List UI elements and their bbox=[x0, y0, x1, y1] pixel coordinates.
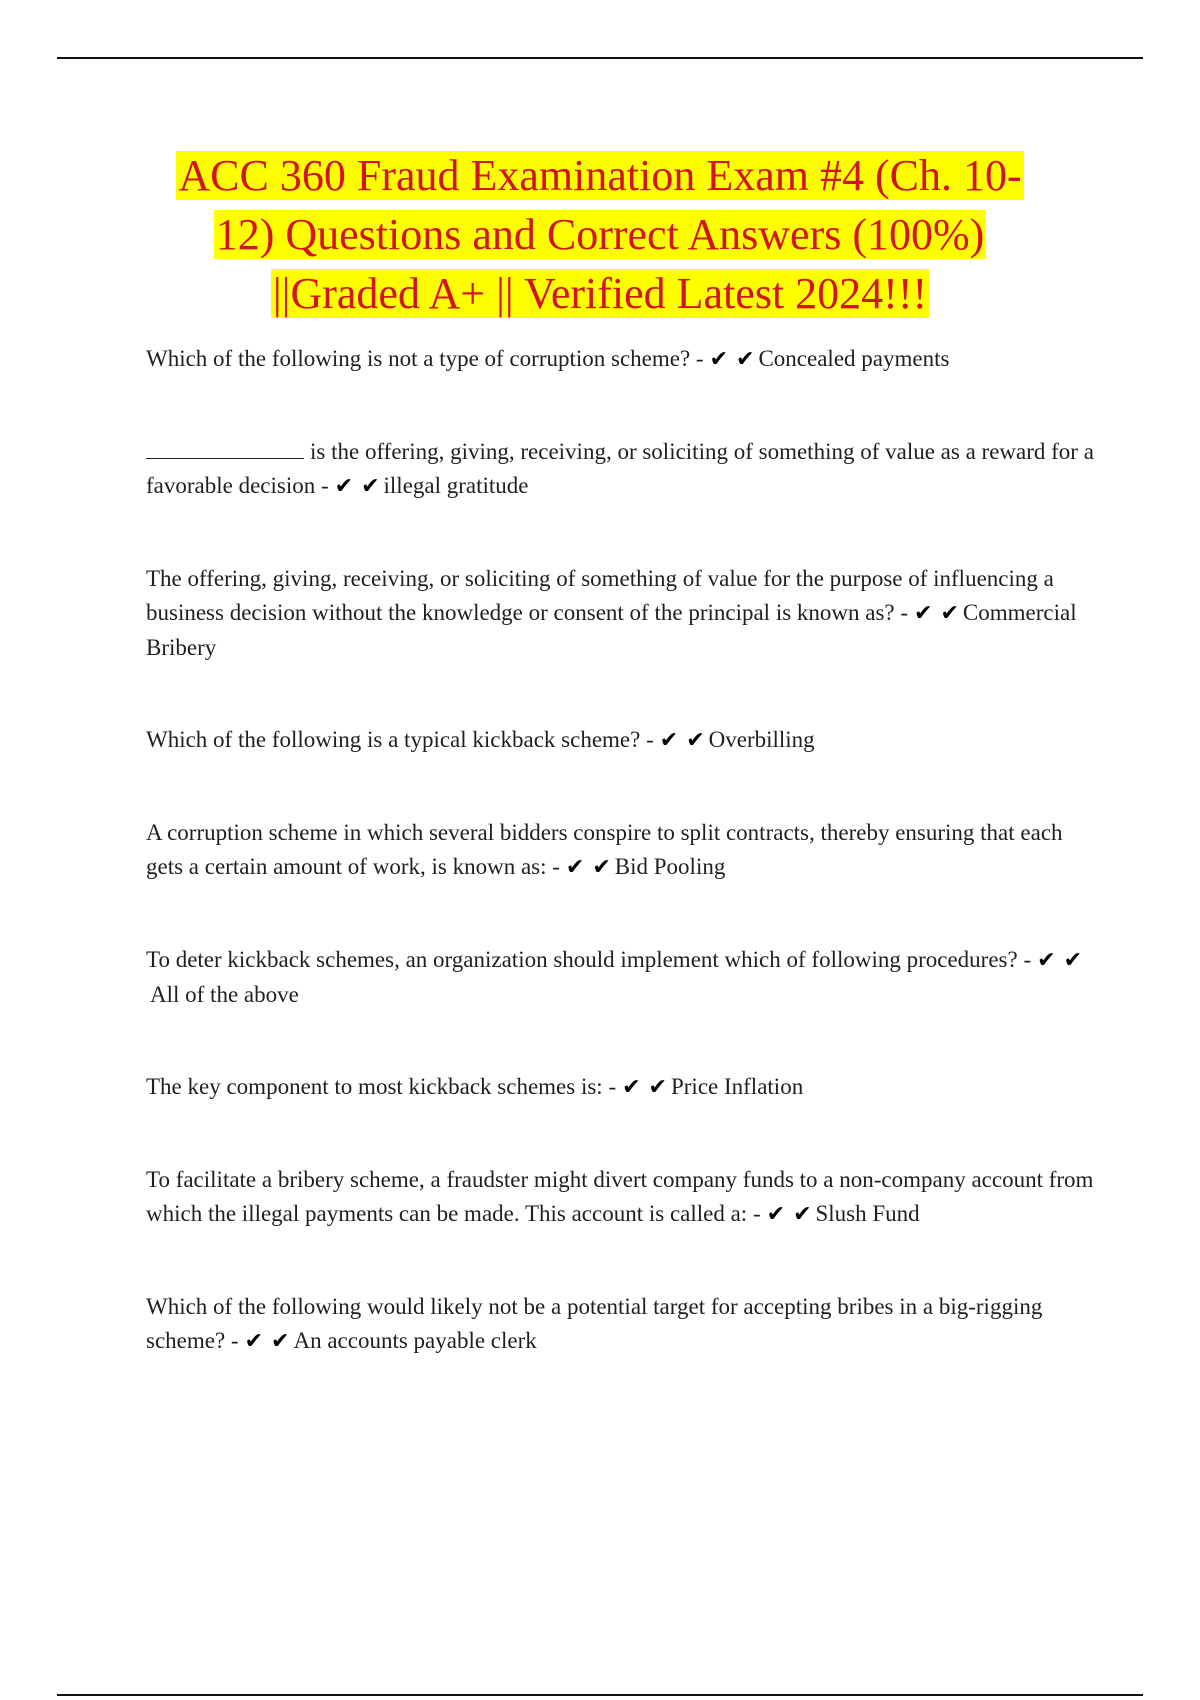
checkmark-icon: ✔ bbox=[793, 1202, 812, 1227]
question-text: Which of the following is not a type of corruption scheme? - bbox=[146, 346, 704, 371]
question-text: A corruption scheme in which several bidders conspire to split contracts, thereby ensuring that each gets a certain amount of work, is known as: - bbox=[146, 820, 1063, 879]
qa-item-5 bbox=[146, 816, 1098, 885]
question-text: Which of the following would likely not be a potential target for accepting bribes in a big-rigging scheme? - bbox=[146, 1294, 1043, 1353]
question-text: The key component to most kickback schemes is: - bbox=[146, 1074, 617, 1099]
qa-item-9 bbox=[146, 1290, 1098, 1359]
qa-item-3 bbox=[146, 562, 1098, 665]
answer-text: Slush Fund bbox=[815, 1201, 920, 1226]
checkmark-icon: ✔ bbox=[1063, 948, 1082, 973]
answer-text: All of the above bbox=[150, 982, 299, 1007]
answer-text: An accounts payable clerk bbox=[293, 1328, 537, 1353]
document-title bbox=[100, 146, 1100, 323]
checkmark-icon: ✔ bbox=[686, 728, 705, 753]
qa-list bbox=[146, 342, 1098, 1417]
bottom-rule bbox=[57, 1694, 1143, 1696]
checkmark-icon: ✔ bbox=[334, 474, 354, 499]
question-text: To facilitate a bribery scheme, a fraudster might divert company funds to a non-company account from which the illegal payments can be made. This account is called a: - bbox=[146, 1167, 1094, 1226]
question-text: To deter kickback schemes, an organization should implement which of following procedures? - bbox=[146, 947, 1032, 972]
question-text: The offering, giving, receiving, or soliciting of something of value for the purpose of influencing a business decision without the knowledge or consent of the principal is known as? - bbox=[146, 566, 1054, 625]
qa-item-1 bbox=[146, 342, 1098, 377]
checkmark-icon: ✔ bbox=[271, 1329, 290, 1354]
qa-item-2 bbox=[146, 435, 1098, 504]
question-text: Which of the following is a typical kickback scheme? - bbox=[146, 727, 654, 752]
qa-item-4 bbox=[146, 723, 1098, 758]
answer-text: Concealed payments bbox=[758, 346, 950, 371]
answer-text: illegal gratitude bbox=[383, 473, 529, 498]
title-line-3: ||Graded A+ || Verified Latest 2024!!! bbox=[272, 269, 928, 318]
answer-text: Bid Pooling bbox=[614, 854, 726, 879]
checkmark-icon: ✔ bbox=[659, 728, 679, 753]
answer-text: Price Inflation bbox=[670, 1074, 804, 1099]
fill-in-blank bbox=[146, 438, 304, 459]
checkmark-icon: ✔ bbox=[736, 347, 755, 372]
checkmark-icon: ✔ bbox=[622, 1075, 641, 1100]
checkmark-icon: ✔ bbox=[766, 1202, 786, 1227]
qa-item-6 bbox=[146, 943, 1098, 1012]
title-line-2: 12) Questions and Correct Answers (100%) bbox=[215, 210, 985, 259]
checkmark-icon: ✔ bbox=[648, 1075, 667, 1100]
checkmark-icon: ✔ bbox=[709, 347, 729, 372]
checkmark-icon: ✔ bbox=[565, 855, 585, 880]
checkmark-icon: ✔ bbox=[592, 855, 611, 880]
answer-text: Commercial Bribery bbox=[146, 600, 1077, 660]
checkmark-icon: ✔ bbox=[914, 601, 933, 626]
checkmark-icon: ✔ bbox=[1037, 948, 1056, 973]
question-text: is the offering, giving, receiving, or soliciting of something of value as a reward for a favorable decision - bbox=[146, 439, 1094, 498]
qa-item-8 bbox=[146, 1163, 1098, 1232]
checkmark-icon: ✔ bbox=[244, 1329, 264, 1354]
top-rule bbox=[57, 57, 1143, 59]
answer-text: Overbilling bbox=[708, 727, 815, 752]
qa-item-7 bbox=[146, 1070, 1098, 1105]
title-line-1: ACC 360 Fraud Examination Exam #4 (Ch. 10- bbox=[178, 151, 1022, 200]
checkmark-icon: ✔ bbox=[361, 474, 380, 499]
checkmark-icon: ✔ bbox=[940, 601, 959, 626]
